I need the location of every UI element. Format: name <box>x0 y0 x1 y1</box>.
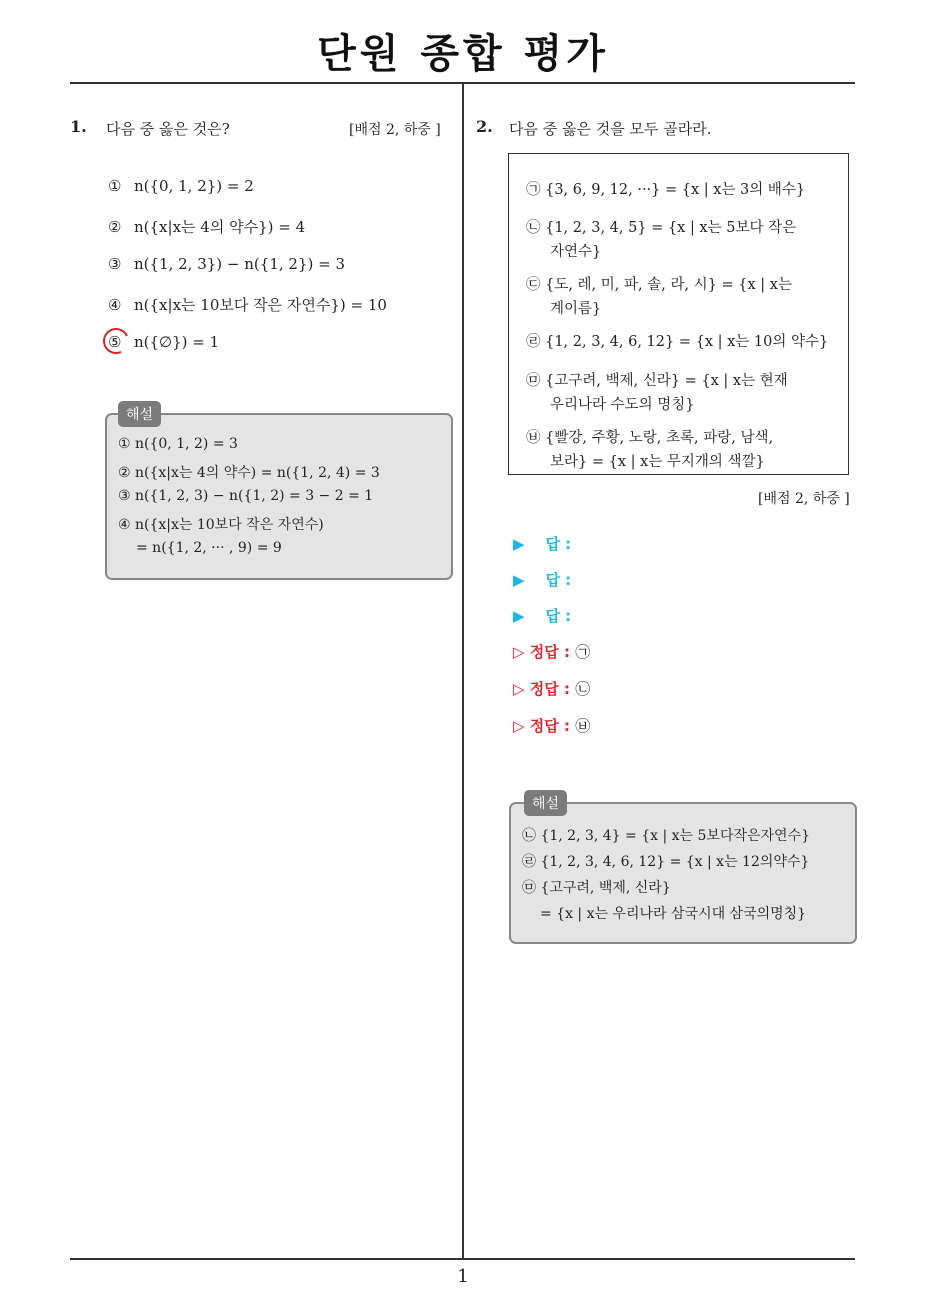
correct-label: 정답 : <box>529 643 570 661</box>
correct-label: 정답 : <box>529 680 570 698</box>
selected-answer-mark <box>99 324 132 357</box>
correct-answer-2 <box>513 678 590 699</box>
question-1-points: [배점 2, 하중 ] <box>349 122 441 138</box>
correct-answer-value: ㉠ <box>575 643 591 661</box>
q1-solution-line-5: = n({1, 2, ··· , 9) = 9 <box>136 540 282 556</box>
statement-5-line-2: 우리나라 수도의 명칭} <box>550 397 695 413</box>
question-2-number: 2. <box>476 117 493 136</box>
outline-arrow-icon: ▷ <box>513 717 525 735</box>
statement-6-line-1: ㉥ {빨강, 주황, 노랑, 초록, 파랑, 남색, <box>526 430 774 446</box>
q1-solution-line-3: ③ n({1, 2, 3) − n({1, 2) = 3 − 2 = 1 <box>118 488 374 504</box>
question-2-solution-tag: 해설 <box>524 790 567 816</box>
statement-1-line-1: ㉠ {3, 6, 9, 12, ···} = {x | x는 3의 배수} <box>526 182 806 198</box>
footer-rule <box>70 1258 855 1260</box>
option-5-text: n({∅}) = 1 <box>134 333 220 351</box>
option-1-text: n({0, 1, 2}) = 2 <box>134 177 254 195</box>
option-3-number: ③ <box>108 255 122 273</box>
answer-line-2[interactable] <box>513 569 571 590</box>
answer-line-1[interactable] <box>513 533 571 554</box>
question-1-text: 다음 중 옳은 것은? <box>106 120 230 138</box>
statement-3 <box>526 273 792 321</box>
play-arrow-icon: ▶ <box>513 607 525 625</box>
statement-3-line-1: ㉢ {도, 레, 미, 파, 솔, 라, 시} = {x | x는 <box>526 277 792 293</box>
option-3-text: n({1, 2, 3}) − n({1, 2}) = 3 <box>134 255 345 273</box>
option-2-text: n({x|x는 4의 약수}) = 4 <box>134 218 306 236</box>
correct-answer-value: ㉥ <box>575 717 591 735</box>
option-2[interactable] <box>108 216 305 237</box>
q2-solution-line-1: ㉡ {1, 2, 3, 4} = {x | x는 5보다작은자연수} <box>522 828 810 844</box>
correct-answer-3 <box>513 715 590 736</box>
answer-label: 답 : <box>545 571 572 589</box>
play-arrow-icon: ▶ <box>513 535 525 553</box>
statement-2 <box>526 216 796 264</box>
option-2-number: ② <box>108 218 122 236</box>
question-1-number: 1. <box>70 117 87 136</box>
page-title: 단원 종합 평가 <box>317 31 609 77</box>
statement-1 <box>526 178 805 202</box>
question-2-text: 다음 중 옳은 것을 모두 골라라. <box>509 120 712 138</box>
answer-label: 답 : <box>545 607 572 625</box>
q1-solution-line-2: ② n({x|x는 4의 약수) = n({1, 2, 4) = 3 <box>118 465 380 481</box>
q2-solution-line-2: ㉣ {1, 2, 3, 4, 6, 12} = {x | x는 12의약수} <box>522 854 810 870</box>
answer-label: 답 : <box>545 535 572 553</box>
statement-2-line-1: ㉡ {1, 2, 3, 4, 5} = {x | x는 5보다 작은 <box>526 220 797 236</box>
statement-2-line-2: 자연수} <box>550 244 602 260</box>
option-1-number: ① <box>108 177 122 195</box>
answer-line-3[interactable] <box>513 605 571 626</box>
option-4[interactable] <box>108 294 387 315</box>
outline-arrow-icon: ▷ <box>513 680 525 698</box>
play-arrow-icon: ▶ <box>513 571 525 589</box>
correct-label: 정답 : <box>529 717 570 735</box>
option-4-number: ④ <box>108 296 122 314</box>
statement-4-line-1: ㉣ {1, 2, 3, 4, 6, 12} = {x | x는 10의 약수} <box>526 334 829 350</box>
statement-5 <box>526 369 788 417</box>
question-1-solution-tag: 해설 <box>118 401 161 427</box>
statement-6 <box>526 426 773 474</box>
statement-5-line-1: ㉤ {고구려, 백제, 신라} = {x | x는 현재 <box>526 373 788 389</box>
q1-solution-line-4: ④ n({x|x는 10보다 작은 자연수) <box>118 517 324 533</box>
q2-solution-line-4: = {x | x는 우리나라 삼국시대 삼국의명칭} <box>540 906 807 922</box>
option-3[interactable] <box>108 255 345 273</box>
q1-solution-line-1: ① n({0, 1, 2) = 3 <box>118 436 238 452</box>
option-1[interactable] <box>108 177 254 195</box>
outline-arrow-icon: ▷ <box>513 643 525 661</box>
correct-answer-1 <box>513 641 590 662</box>
page-number: 1 <box>457 1266 469 1287</box>
option-4-text: n({x|x는 10보다 작은 자연수}) = 10 <box>134 296 387 314</box>
correct-answer-value: ㉡ <box>575 680 591 698</box>
statement-4 <box>526 330 828 354</box>
statement-3-line-2: 계이름} <box>550 301 602 317</box>
column-divider <box>462 84 464 1258</box>
option-5-number: ⑤ <box>108 333 122 351</box>
statement-6-line-2: 보라} = {x | x는 무지개의 색깔} <box>550 454 765 470</box>
question-2-points: [배점 2, 하중 ] <box>758 491 850 507</box>
q2-solution-line-3: ㉤ {고구려, 백제, 신라} <box>522 880 671 896</box>
